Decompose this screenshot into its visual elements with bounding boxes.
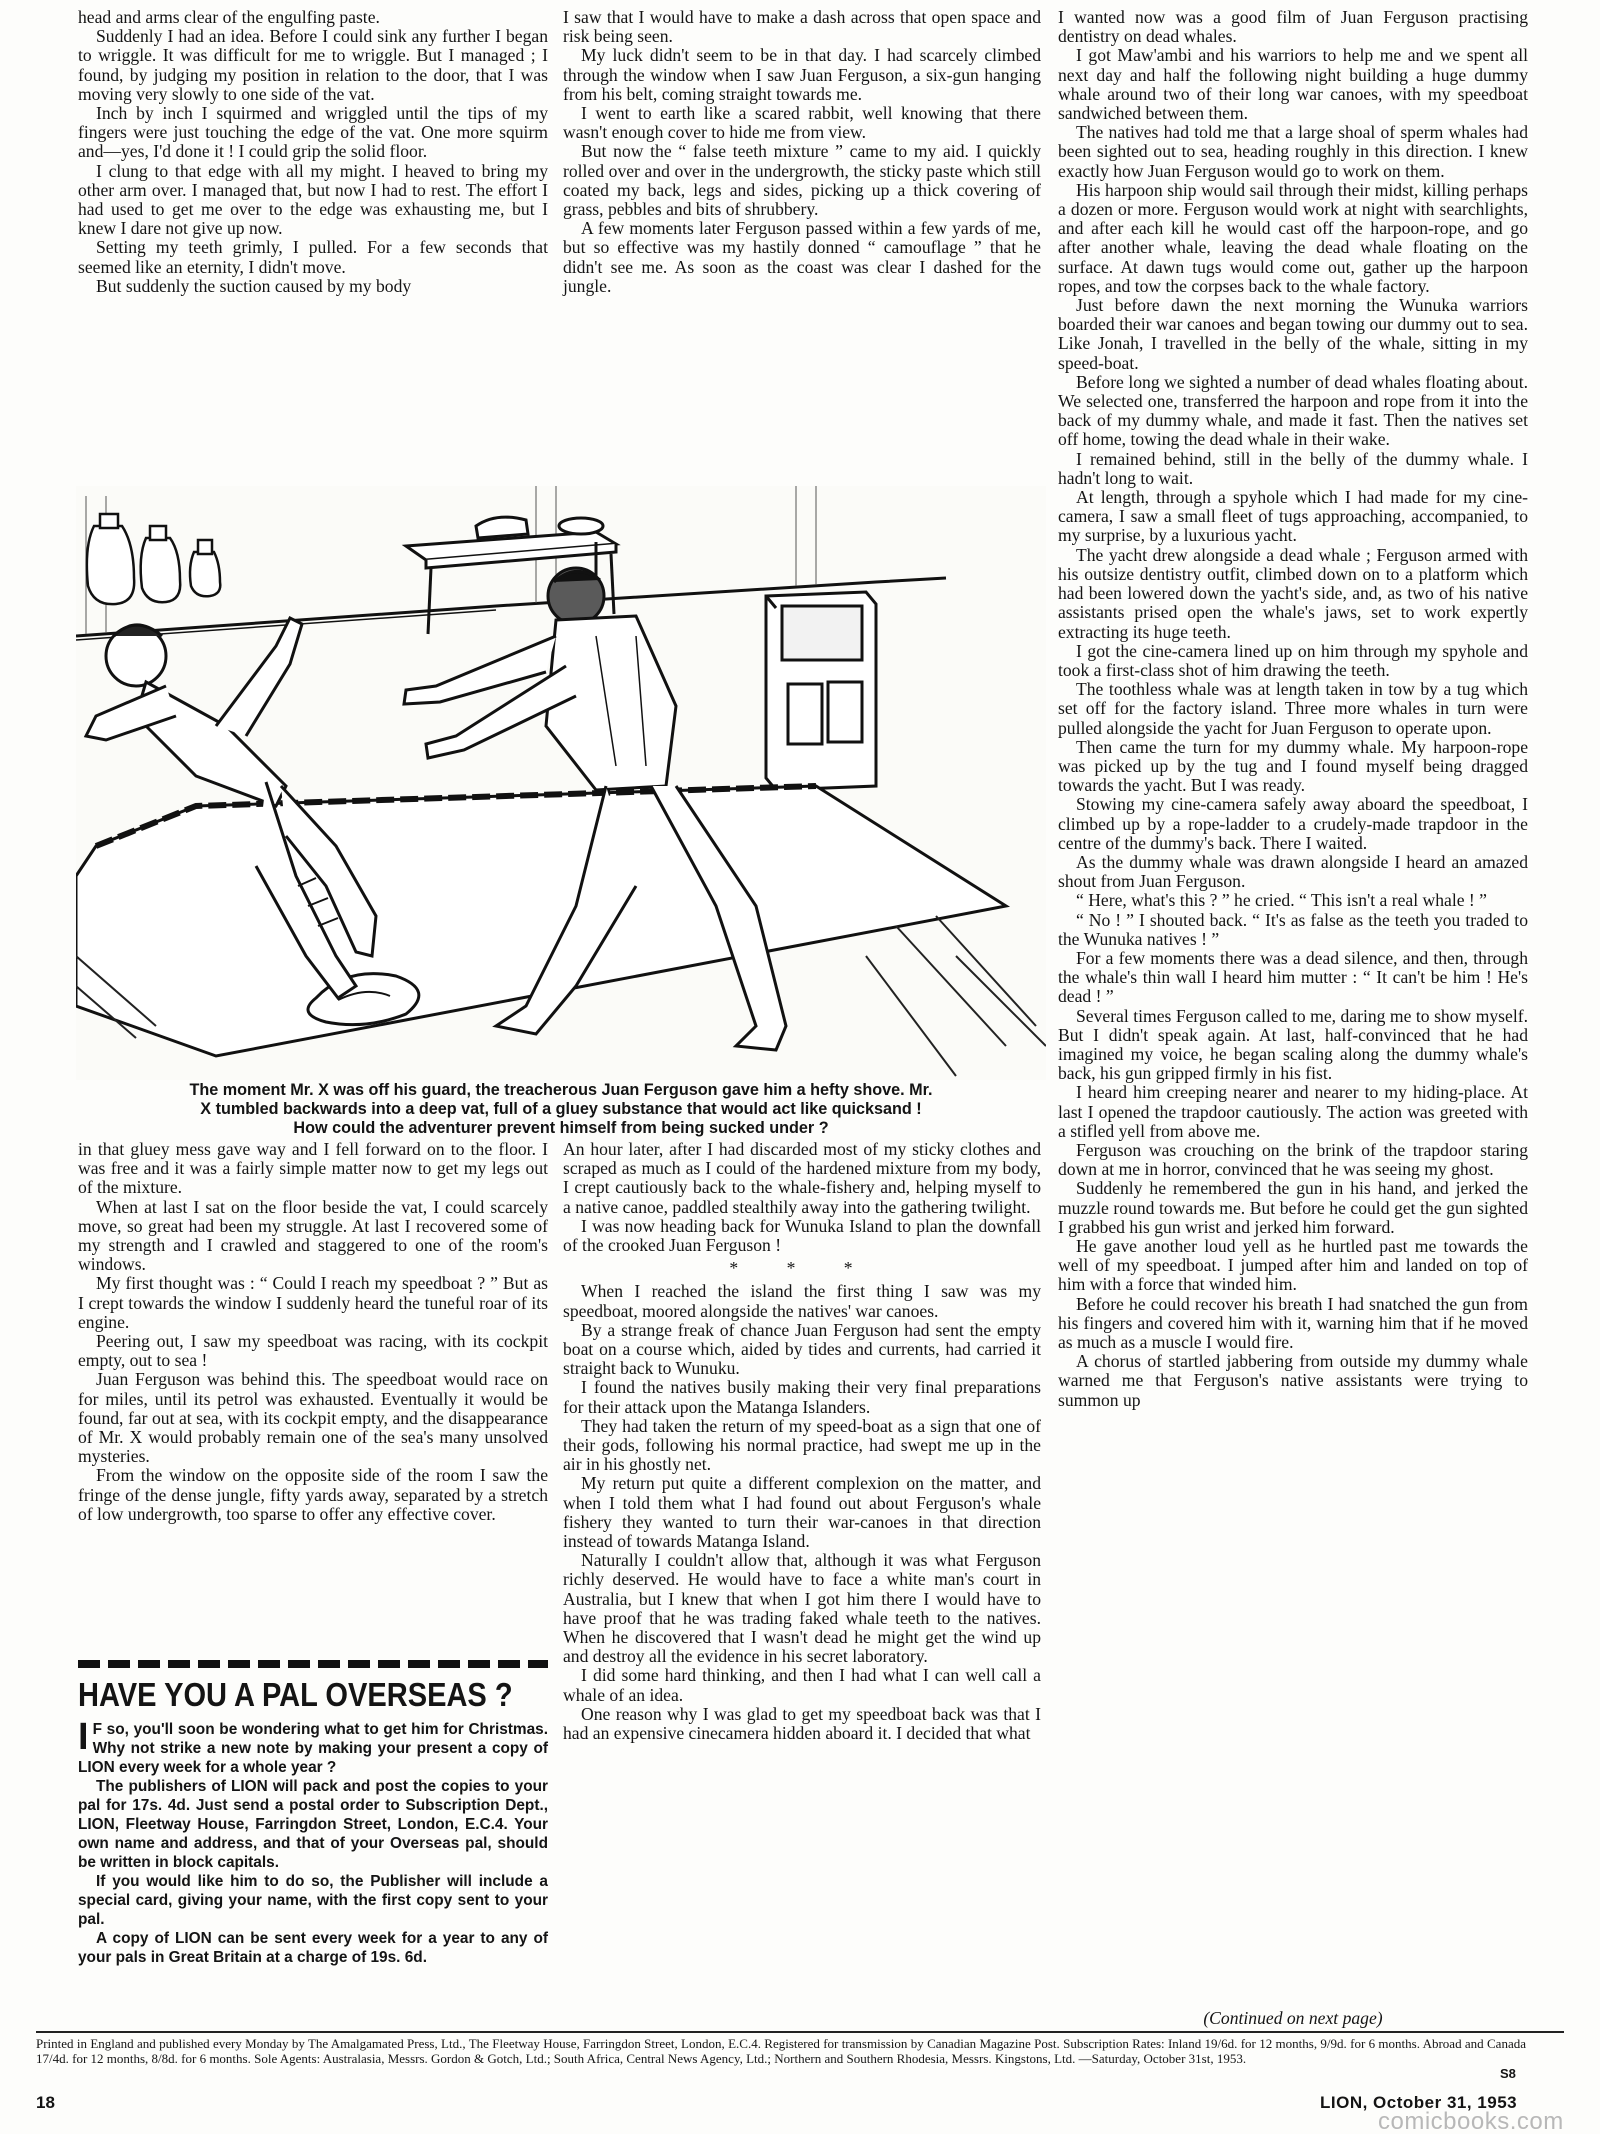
pal-overseas-notice — [78, 1716, 548, 1967]
paragraph: At length, through a spyhole which I had made for my cine-camera, I saw a small fleet of tugs approaching, accompanied, to my surprise, by a luxurious yacht. — [1058, 487, 1528, 546]
paragraph: But now the “ false teeth mixture ” came to my aid. I quickly rolled over and over in the undergrowth, the sticky paste which still coated my back, legs and sides, picking up a thick covering of grass, pebbles and bits of shrubbery. — [563, 141, 1041, 220]
cabinet-icon — [766, 592, 876, 790]
paragraph: Juan Ferguson was behind this. The speedboat would race on for miles, until its petrol was exhausted. Eventually it would be found, far out at sea, with its cockpit empty, and the disappearance of Mr. X would probably remain one of the sea's many unsolved mysteries. — [78, 1369, 548, 1467]
paragraph: Then came the turn for my dummy whale. My harpoon-rope was picked up by the tug and I found myself being dragged towards the yacht. But I was ready. — [1058, 736, 1528, 796]
caption-line: The moment Mr. X was off his guard, the treacherous Juan Ferguson gave him a hefty shove. Mr. — [189, 1081, 933, 1099]
paragraph: An hour later, after I had discarded most of my sticky clothes and scraped as much as I could of the hardened mixture from my body, I crept cautiously back to the whale-fishery and, helping myself to a native canoe, paddled stealthily away into the gathering twilight. — [563, 1139, 1041, 1217]
paragraph: I found the natives busily making their very final preparations for their attack upon the Matanga Islanders. — [563, 1377, 1041, 1417]
paragraph: When I reached the island the first thing I saw was my speedboat, moored alongside the natives' war canoes. — [563, 1281, 1041, 1321]
notice-paragraph: The publishers of LION will pack and post the copies to your pal for 17s. 4d. Just send a postal order to Subscription Dept., LION, Fleetway House, Farringdon Street, London, E.C.4. Your own name and address, and that of your Overseas pal, should be written in block capitals. — [78, 1778, 548, 1871]
paragraph: A chorus of startled jabbering from outside my dummy whale warned me that Ferguson's native assistants were trying to summon up — [1058, 1351, 1528, 1410]
section-break: * * * — [729, 1258, 875, 1279]
paragraph: Before he could recover his breath I had snatched the gun from his fingers and covered him with it, warning him that if he moved as much as a muscle I would fire. — [1058, 1293, 1528, 1353]
paragraph: I saw that I would have to make a dash across that open space and risk being seen. — [563, 7, 1041, 47]
paragraph: When at last I sat on the floor beside the vat, I could scarcely move, so great had been my struggle. At last I recovered some of my strength and I crawled and staggered to one of the room's windows. — [78, 1196, 548, 1275]
publisher-imprint: Printed in England and published every Monday by The Amalgamated Press, Ltd., The Fleetway House, Farringdon Street, London, E.C.4. Registered for transmission by Canadian Magazine Post. Subscription Rates: Inland 19/6d. for 12 months, 9/9d. for 6 months. Abroad and Canada 17/4d. for 12 months, 8/8d. for 6 months. Sole Agents: Australasia, Messrs. Gordon & Gotch, Ltd.; South Africa, Central News Agency, Ltd.; Northern and Southern Rhodesia, Messrs. Kingstons, Ltd. —Saturday, October 31st, 1953. — [36, 2036, 1526, 2066]
paragraph: My luck didn't seem to be in that day. I had scarcely climbed through the window when I saw Juan Ferguson, a six-gun hanging from his belt, coming straight towards me. — [563, 45, 1041, 104]
paragraph: Suddenly I had an idea. Before I could sink any further I began to wriggle. It was difficult for me to wriggle. But I managed ; I found, by judging my position in relation to the door, that I was moving very slowly to one side of the vat. — [78, 26, 548, 104]
notice-paragraph: A copy of LION can be sent every week for a year to any of your pals in Great Britain at a charge of 19s. 6d. — [78, 1930, 548, 1966]
paragraph: His harpoon ship would sail through their midst, killing perhaps a dozen or more. Ferguson would work at night with searchlights, and after each kill he would cast off the harpoon-rope, and go after another whale, leaving the dead whale floating on the surface. At dawn tugs would come out, gather up the harpoon ropes, and tow the corpses back to the whale factory. — [1058, 179, 1528, 296]
drop-cap: I — [78, 1716, 89, 1758]
caption-line: How could the adventurer prevent himself from being sucked under ? — [293, 1119, 829, 1137]
paragraph: in that gluey mess gave way and I fell forward on to the floor. I was free and it was a fairly simple matter now to get my legs out of the mixture. — [78, 1139, 548, 1198]
paragraph: As the dummy whale was drawn alongside I heard an amazed shout from Juan Ferguson. — [1058, 851, 1528, 892]
paragraph: Naturally I couldn't allow that, although it was what Ferguson richly deserved. He would have to face a white man's court in Australia, but I knew that when I got him there I would have to have proof that he was trading faked whale teeth to the natives. When he discovered that I wasn't dead he might get the wind up and destroy all the evidence in his secret laboratory. — [563, 1550, 1041, 1667]
continued-note: (Continued on next page) — [1203, 2008, 1383, 2028]
footer-divider — [36, 2031, 1564, 2033]
paragraph: I remained behind, still in the belly of the dummy whale. I hadn't long to wait. — [1058, 448, 1528, 488]
paragraph: I went to earth like a scared rabbit, well knowing that there wasn't enough cover to hide me from view. — [563, 103, 1041, 143]
paragraph: My return put quite a different complexion on the matter, and when I told them what I had found out about Ferguson's whale fishery they wanted to turn their war-canoes in that direction instead of towards Matanga Island. — [563, 1473, 1041, 1552]
column-3 — [1058, 8, 1528, 1410]
paragraph: Peering out, I saw my speedboat was racing, with its cockpit empty, out to sea ! — [78, 1331, 548, 1371]
paragraph: head and arms clear of the engulfing paste. — [78, 7, 380, 27]
paragraph: Suddenly he remembered the gun in his hand, and jerked the muzzle round towards me. But before he could get the gun sighted I grabbed his gun wrist and jerked him forward. — [1058, 1178, 1528, 1237]
paragraph: Ferguson was crouching on the brink of the trapdoor staring down at me in horror, convinced that he was seeing my ghost. — [1058, 1139, 1528, 1180]
paragraph: Just before dawn the next morning the Wunuka warriors boarded their war canoes and began towing our dummy out to sea. Like Jonah, I travelled in the belly of the whale, sitting in my speed-boat. — [1058, 295, 1528, 373]
column-2-top — [563, 8, 1041, 296]
paragraph: “ Here, what's this ? ” he cried. “ This isn't a real whale ! ” — [1076, 890, 1487, 911]
paragraph: Before long we sighted a number of dead whales floating about. We selected one, transferred the harpoon and rope from it into the back of my dummy whale, and made it fast. Then the natives set off home, towing the dead whale in their wake. — [1058, 371, 1528, 450]
paragraph: Stowing my cine-camera safely away aboard the speedboat, I climbed up by a rope-ladder to a crudely-made trapdoor in the centre of the dummy's back. There I waited. — [1058, 794, 1528, 853]
paragraph: The natives had told me that a large shoal of sperm whales had been sighted out to sea, heading roughly in this direction. I knew exactly how Juan Ferguson would go to work on them. — [1058, 122, 1528, 181]
column-2-bottom — [563, 1140, 1041, 1743]
illustration-caption — [80, 1081, 1042, 1138]
paragraph: Inch by inch I squirmed and wriggled until the tips of my fingers were just touching the edge of the vat. One more squirm and—yes, I'd done it ! I could grip the solid floor. — [78, 103, 548, 162]
issue-line: LION, October 31, 1953 — [1320, 2093, 1518, 2112]
column-1-bottom — [78, 1140, 548, 1524]
pal-overseas-headline: HAVE YOU A PAL OVERSEAS ? — [78, 1676, 513, 1713]
paragraph: One reason why I was glad to get my speedboat back was that I had an expensive cinecamera hidden aboard it. I decided that what — [563, 1703, 1041, 1744]
paragraph: The yacht drew alongside a dead whale ; Ferguson armed with his outsize dentistry outfit, climbed down on to a platform which had been lowered down the yacht's side, and, as two of his native assistants prised open the whale's jaws, set to work expertly extracting its huge teeth. — [1058, 544, 1528, 642]
paragraph: I got Maw'ambi and his warriors to help me and we spent all next day and half the following night building a huge dummy whale around two of their long war canoes, with my speedboat sandwiched between them. — [1058, 45, 1528, 124]
paragraph: From the window on the opposite side of the room I saw the fringe of the dense jungle, fifty yards away, separated by a stretch of low undergrowth, too sparse to offer any effective cover. — [78, 1465, 548, 1524]
paragraph: I wanted now was a good film of Juan Ferguson practising dentistry on dead whales. — [1058, 7, 1528, 47]
paragraph: Several times Ferguson called to me, daring me to show myself. But I didn't speak again. At last, half-convinced that he had imagined my voice, he began scaling along the dummy whale's back, his gun gripped firmly in his fist. — [1058, 1005, 1528, 1084]
paragraph: I heard him creeping nearer and nearer to my hiding-place. At last I opened the trapdoor cautiously. The action was greeted with a stifled yell from above me. — [1058, 1082, 1528, 1141]
caption-line: X tumbled backwards into a deep vat, full of a gluey substance that would act like quicksand ! — [200, 1100, 922, 1118]
paragraph: “ No ! ” I shouted back. “ It's as false as the teeth you traded to the Wunuka natives ! ” — [1058, 909, 1528, 949]
paragraph: I did some hard thinking, and then I had what I can well call a whale of an idea. — [563, 1665, 1041, 1705]
paragraph: I got the cine-camera lined up on him through my spyhole and took a first-class shot of him drawing the teeth. — [1058, 640, 1528, 680]
column-1-top — [78, 8, 548, 296]
paragraph: But suddenly the suction caused by my body — [96, 275, 412, 296]
notice-paragraph: I F so, you'll soon be wondering what to get him for Christmas. Why not strike a new note by making your present a copy of LION every week for a whole year ? — [78, 1716, 548, 1776]
paragraph: By a strange freak of chance Juan Ferguson had sent the empty boat on a course which, aided by tides and currents, had carried it straight back to Wunuku. — [563, 1319, 1041, 1379]
paragraph: The toothless whale was at length taken in tow by a tug which set off for the factory island. Three more whales in turn were pulled alongside the yacht for Juan Ferguson to operate upon. — [1058, 679, 1528, 738]
paragraph: Setting my teeth grimly, I pulled. For a few seconds that seemed like an eternity, I didn't move. — [78, 237, 548, 277]
paragraph: For a few moments there was a dead silence, and then, through the whale's thin wall I heard him mutter : “ It can't be him ! He's dead ! ” — [1058, 947, 1528, 1007]
dashed-divider — [78, 1660, 548, 1668]
imprint-code: S8 — [1500, 2066, 1516, 2081]
paragraph: I was now heading back for Wunuka Island to plan the downfall of the crooked Juan Ferguson ! — [563, 1215, 1041, 1256]
page-number: 18 — [36, 2093, 55, 2112]
watermark: comicbooks.com — [1378, 2108, 1564, 2135]
paragraph: He gave another loud yell as he hurtled past me towards the well of my speedboat. I jumped after him and landed on top of him with a force that winded him. — [1058, 1236, 1528, 1295]
paragraph: My first thought was : “ Could I reach my speedboat ? ” But as I crept towards the window I suddenly heard the tuneful roar of its engine. — [78, 1273, 548, 1332]
paragraph: They had taken the return of my speed-boat as a sign that one of their gods, following his normal practice, had swept me up in the air in his ghostly net. — [563, 1415, 1041, 1475]
paragraph: I clung to that edge with all my might. I heaved to bring my other arm over. I managed that, but now I had to rest. The effort I had used to get me over to the edge was exhausting me, but I knew I dare not give up now. — [78, 160, 548, 239]
story-illustration — [76, 486, 1046, 1080]
notice-paragraph: If you would like him to do so, the Publisher will include a special card, giving your name, with the first copy sent to your pal. — [78, 1873, 548, 1928]
paragraph: A few moments later Ferguson passed within a few yards of me, but so effective was my hastily donned “ camouflage ” that he didn't see me. As soon as the coast was clear I dashed for the jungle. — [563, 218, 1041, 296]
